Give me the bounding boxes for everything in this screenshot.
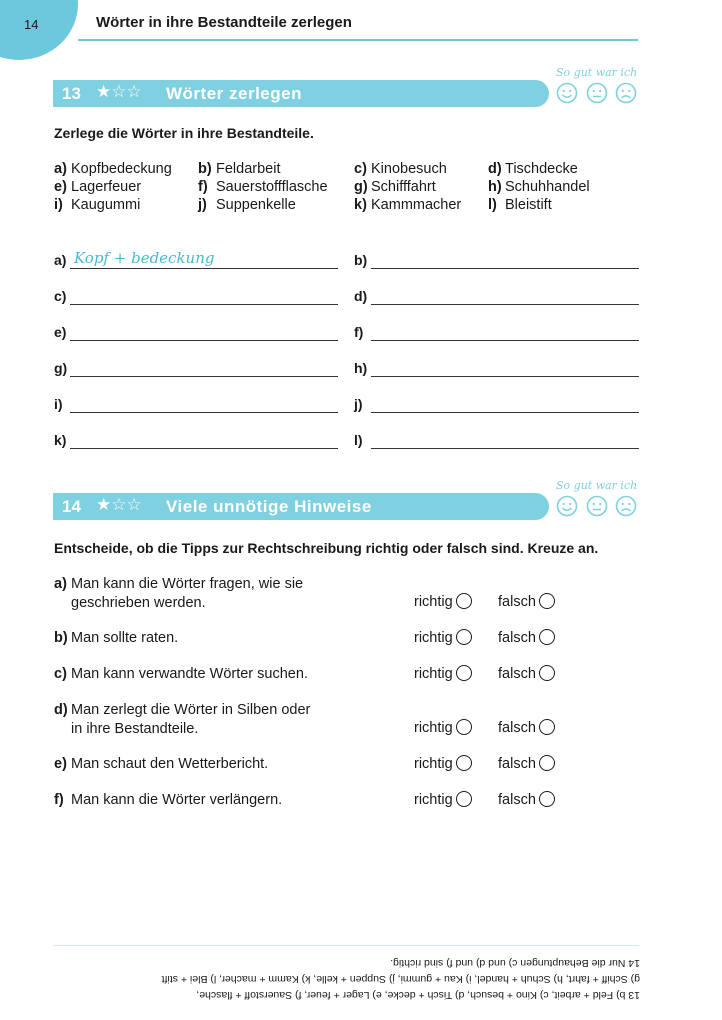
solution-line: 14 Nur die Behauptungen c) und d) und f) sind richtig.: [390, 957, 640, 969]
answer-label: e): [54, 324, 67, 340]
answer-label: k): [54, 432, 67, 448]
radio-circle[interactable]: [456, 791, 472, 807]
answer-label: h): [354, 360, 368, 376]
statement-a: a) Man kann die Wörter fragen, wie sie geschrieben werden.: [54, 576, 304, 611]
word-item: b) Feldarbeit: [198, 161, 281, 177]
word-item: i) Kaugummi: [54, 197, 141, 213]
neutral-face-icon[interactable]: [586, 495, 608, 517]
answer-line-j[interactable]: [371, 412, 639, 413]
word-item: k) Kammmacher: [354, 197, 462, 213]
header-divider: [78, 39, 638, 41]
answer-line-e[interactable]: [70, 340, 338, 341]
answer-line-l[interactable]: [371, 448, 639, 449]
word-item: e) Lagerfeuer: [54, 179, 142, 195]
example-answer: Kopf + bedeckung: [74, 249, 215, 267]
difficulty-stars: ★☆☆: [96, 82, 142, 101]
option-falsch-c[interactable]: falsch: [498, 665, 555, 682]
answer-line-k[interactable]: [70, 448, 338, 449]
happy-face-icon[interactable]: [556, 495, 578, 517]
answer-label: l): [354, 432, 363, 448]
radio-circle[interactable]: [539, 791, 555, 807]
task-13-instruction: Zerlege die Wörter in ihre Bestandteile.: [54, 125, 314, 141]
task-number: 13: [62, 84, 81, 103]
option-falsch-a[interactable]: falsch: [498, 593, 555, 610]
radio-circle[interactable]: [456, 593, 472, 609]
radio-circle[interactable]: [456, 629, 472, 645]
option-falsch-b[interactable]: falsch: [498, 629, 555, 646]
task-title: Viele unnötige Hinweise: [166, 497, 372, 516]
task-title: Wörter zerlegen: [166, 84, 302, 103]
footer-divider: [54, 945, 639, 946]
difficulty-stars: ★☆☆: [96, 495, 142, 514]
answer-label: b): [354, 252, 368, 268]
word-item: c) Kinobesuch: [354, 161, 447, 177]
option-falsch-f[interactable]: falsch: [498, 791, 555, 808]
solutions-upside-down: [120, 955, 640, 1003]
answer-line-d[interactable]: [371, 304, 639, 305]
self-rating-label: So gut war ich: [556, 66, 638, 79]
solution-line: 13 b) Feld + arbeit, c) Kino + besuch, d) Tisch + decke, e) Lager + feuer, f) Sauerstoff + flasche,: [196, 989, 640, 1001]
option-richtig-f[interactable]: richtig: [414, 791, 472, 808]
answer-line-i[interactable]: [70, 412, 338, 413]
answer-label: a): [54, 252, 67, 268]
answer-line-b[interactable]: [371, 268, 639, 269]
option-falsch-d[interactable]: falsch: [498, 719, 555, 736]
answer-label: f): [354, 324, 364, 340]
answer-line-f[interactable]: [371, 340, 639, 341]
answer-line-c[interactable]: [70, 304, 338, 305]
answer-label: c): [54, 288, 67, 304]
statement-c: c) Man kann verwandte Wörter suchen.: [54, 666, 308, 682]
task-14-header: [53, 493, 549, 520]
task-13-header: [53, 80, 549, 107]
word-item: a) Kopfbedeckung: [54, 161, 172, 177]
answer-label: g): [54, 360, 68, 376]
sad-face-icon[interactable]: [615, 82, 637, 104]
answer-line-h[interactable]: [371, 376, 639, 377]
neutral-face-icon[interactable]: [586, 82, 608, 104]
answer-label: i): [54, 396, 63, 412]
answer-line-g[interactable]: [70, 376, 338, 377]
answer-label: j): [354, 396, 363, 412]
word-item: l) Bleistift: [488, 197, 552, 213]
word-item: f) Sauerstoffflasche: [198, 179, 328, 195]
happy-face-icon[interactable]: [556, 82, 578, 104]
radio-circle[interactable]: [456, 665, 472, 681]
task-number: 14: [62, 497, 81, 516]
option-richtig-c[interactable]: richtig: [414, 665, 472, 682]
radio-circle[interactable]: [539, 665, 555, 681]
word-item: d) Tischdecke: [488, 161, 578, 177]
option-richtig-d[interactable]: richtig: [414, 719, 472, 736]
statement-d: d) Man zerlegt die Wörter in Silben oder in ihre Bestandteile.: [54, 702, 311, 737]
solution-line: g) Schiff + fahrt, h) Schuh + handel, i) Kau + gummi, j) Suppen + kelle, k) Kamm + macher, l) Blei + stift: [161, 973, 640, 985]
radio-circle[interactable]: [539, 593, 555, 609]
radio-circle[interactable]: [539, 755, 555, 771]
statement-b: b) Man sollte raten.: [54, 630, 179, 646]
word-item: g) Schifffahrt: [354, 179, 436, 195]
page-number-circle: [0, 0, 78, 60]
page-number: 14: [24, 17, 39, 32]
option-richtig-a[interactable]: richtig: [414, 593, 472, 610]
radio-circle[interactable]: [456, 755, 472, 771]
radio-circle[interactable]: [539, 629, 555, 645]
self-rating-label: So gut war ich: [556, 479, 638, 492]
answer-line-a[interactable]: [70, 268, 338, 269]
statement-f: f) Man kann die Wörter verlängern.: [54, 792, 283, 808]
option-richtig-e[interactable]: richtig: [414, 755, 472, 772]
statement-e: e) Man schaut den Wetterbericht.: [54, 756, 269, 772]
chapter-title: Wörter in ihre Bestandteile zerlegen: [96, 14, 352, 31]
radio-circle[interactable]: [456, 719, 472, 735]
answer-label: d): [354, 288, 368, 304]
word-item: h) Schuhhandel: [488, 179, 590, 195]
option-falsch-e[interactable]: falsch: [498, 755, 555, 772]
sad-face-icon[interactable]: [615, 495, 637, 517]
task-14-instruction: Entscheide, ob die Tipps zur Rechtschreibung richtig oder falsch sind. Kreuze an.: [54, 540, 599, 556]
word-item: j) Suppenkelle: [198, 197, 296, 213]
option-richtig-b[interactable]: richtig: [414, 629, 472, 646]
radio-circle[interactable]: [539, 719, 555, 735]
